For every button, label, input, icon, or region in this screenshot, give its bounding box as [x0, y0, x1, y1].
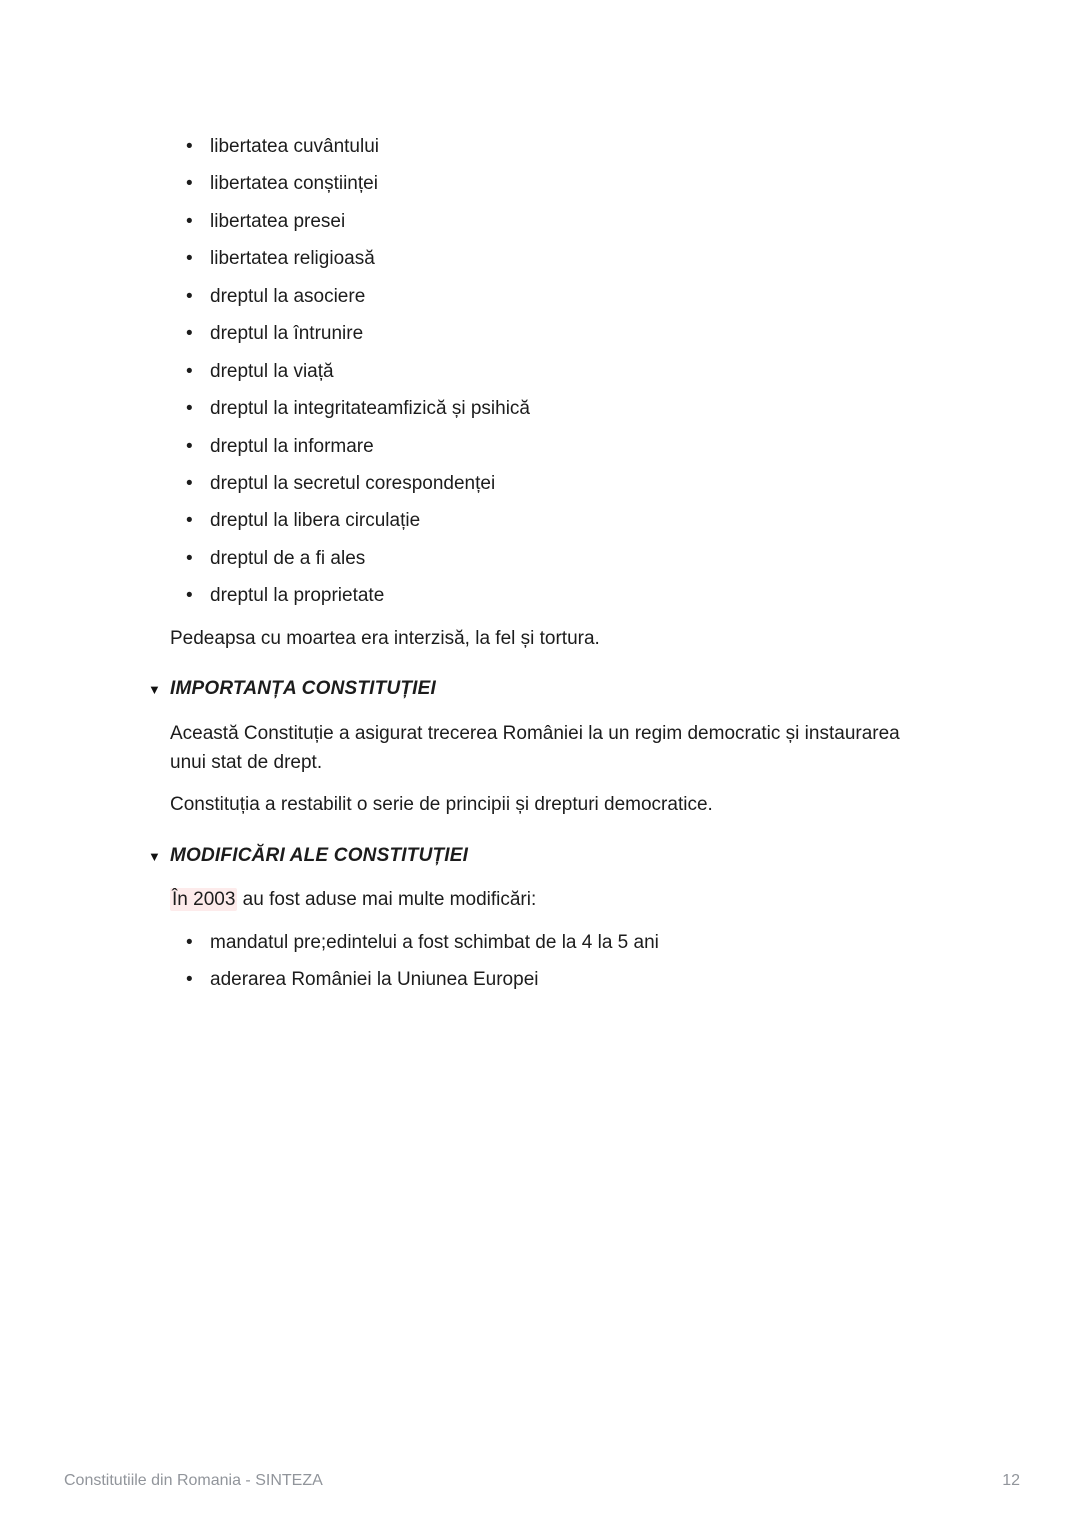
page-number: 12 — [1002, 1472, 1020, 1489]
intro-rest-text: au fost aduse mai multe modificări: — [237, 889, 537, 911]
list-item — [148, 469, 1020, 498]
list-item-text: dreptul la întrunire — [210, 323, 364, 345]
bullet-icon: • — [186, 248, 193, 270]
section-title-modifications: MODIFICĂRI ALE CONSTITUȚIEI — [170, 844, 469, 866]
list-item-text: dreptul la libera circulație — [210, 510, 421, 532]
footer-document-title: Constitutiile din Romania - SINTEZA — [64, 1472, 323, 1489]
list-item-text: dreptul la informare — [210, 435, 374, 457]
section-title-importance: IMPORTANȚA CONSTITUȚIEI — [170, 678, 437, 700]
highlighted-text: În 2003 — [172, 889, 236, 911]
paragraph-modifications-intro — [170, 885, 912, 914]
bullet-icon: • — [186, 285, 193, 307]
paragraph-death-penalty: Pedeapsa cu moartea era interzisă, la fel și tortura. — [170, 627, 600, 649]
modifications-list — [148, 928, 1020, 995]
paragraph-importance-2: Constituția a restabilit o serie de principii și drepturi democratice. — [170, 794, 713, 816]
list-item — [148, 169, 1020, 198]
list-item-text: libertatea presei — [210, 210, 346, 232]
paragraph-importance-1: Această Constituție a asigurat trecerea României la un regim democratic și instaurarea unui stat de drept. — [170, 722, 900, 773]
toggle-modificari-constitutiei[interactable] — [148, 841, 1020, 870]
list-item-text: dreptul la asociere — [210, 285, 366, 307]
list-item — [148, 319, 1020, 348]
list-item — [148, 394, 1020, 423]
list-item-text: dreptul la proprietate — [210, 585, 385, 607]
list-item — [148, 506, 1020, 535]
page-footer — [64, 1472, 1020, 1490]
toggle-open-icon[interactable]: ▼ — [148, 848, 161, 864]
bullet-icon: • — [186, 210, 193, 232]
bullet-icon: • — [186, 969, 193, 991]
list-item — [148, 282, 1020, 311]
toggle-importance-constitutiei[interactable] — [148, 674, 1020, 703]
list-item — [148, 357, 1020, 386]
bullet-icon: • — [186, 435, 193, 457]
bullet-icon: • — [186, 398, 193, 420]
bullet-icon: • — [186, 136, 193, 157]
bullet-icon: • — [186, 323, 193, 345]
toggle-open-icon[interactable]: ▼ — [148, 682, 161, 698]
list-item-text: libertatea conștiinței — [210, 173, 378, 195]
list-item — [148, 581, 1020, 610]
list-item — [148, 432, 1020, 461]
list-item-text: dreptul la viață — [210, 360, 334, 382]
freedoms-list — [148, 132, 1020, 611]
bullet-icon: • — [186, 585, 193, 607]
list-item-text: aderarea României la Uniunea Europei — [210, 969, 539, 991]
bullet-icon: • — [186, 173, 193, 195]
list-item — [148, 244, 1020, 273]
bullet-icon: • — [186, 547, 193, 569]
list-item — [148, 965, 1020, 994]
list-item-text: libertatea religioasă — [210, 248, 375, 270]
bullet-icon: • — [186, 510, 193, 532]
list-item-text: dreptul la integritateamfizică și psihică — [210, 398, 530, 420]
list-item-text: dreptul la secretul corespondenței — [210, 472, 496, 494]
bullet-icon: • — [186, 931, 193, 953]
bullet-icon: • — [186, 360, 193, 382]
list-item-text: mandatul pre;edintelui a fost schimbat de la 4 la 5 ani — [210, 931, 659, 953]
list-item — [148, 544, 1020, 573]
list-item — [148, 132, 1020, 161]
list-item — [148, 207, 1020, 236]
list-item — [148, 928, 1020, 957]
list-item-text: libertatea cuvântului — [210, 136, 379, 157]
list-item-text: dreptul de a fi ales — [210, 547, 366, 569]
bullet-icon: • — [186, 472, 193, 494]
